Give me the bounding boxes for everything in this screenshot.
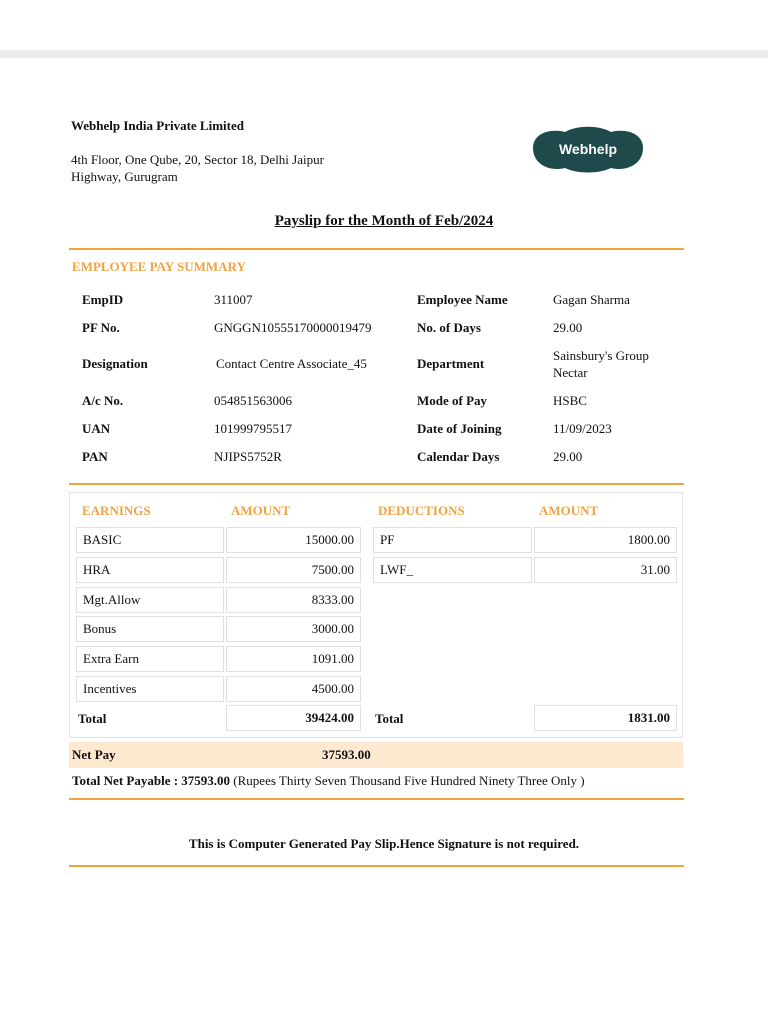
earnings-row-name: Incentives [76,676,224,702]
value-employee-name: Gagan Sharma [553,292,630,307]
top-divider-bar [0,50,768,58]
deductions-heading: DEDUCTIONS [378,503,465,518]
value-pf-no: GNGGN10555170000019479 [214,320,372,335]
value-empid: 311007 [214,292,253,307]
divider-net-pay [69,798,684,800]
net-pay-value: 37593.00 [322,747,371,762]
deductions-total-label: Total [375,711,404,726]
earnings-row-amount: 1091.00 [226,646,361,672]
earnings-row-name: Extra Earn [76,646,224,672]
label-account-no: A/c No. [82,393,124,408]
earnings-row-name: Mgt.Allow [76,587,224,613]
address-line-1: 4th Floor, One Qube, 20, Sector 18, Delhi Jaipur [71,152,324,167]
logo-text: Webhelp [558,141,618,157]
label-department: Department [417,356,485,371]
webhelp-logo [529,126,646,174]
earnings-total-label: Total [78,711,107,726]
earnings-heading: EARNINGS [82,503,151,518]
net-pay-bar [69,742,683,768]
value-department [553,347,649,381]
label-empid: EmpID [82,292,124,307]
payslip-title: Payslip for the Month of Feb/2024 [274,213,494,229]
deductions-row-amount: 1800.00 [534,527,677,553]
earnings-row-amount: 3000.00 [226,616,361,642]
divider-footer [69,865,684,867]
earnings-row-name: BASIC [76,527,224,553]
company-address [71,151,371,185]
deductions-row-name: LWF_ [373,557,532,583]
value-pan: NJIPS5752R [214,449,282,464]
label-pan: PAN [82,449,108,464]
value-mode-of-pay: HSBC [553,393,587,408]
label-calendar-days: Calendar Days [417,449,500,464]
value-date-of-joining: 11/09/2023 [553,421,612,436]
earnings-row-amount: 15000.00 [226,527,361,553]
label-uan: UAN [82,421,111,436]
divider-title [69,248,684,250]
value-account-no: 054851563006 [214,393,292,408]
value-no-of-days: 29.00 [553,320,583,335]
computer-generated-note: This is Computer Generated Pay Slip.Hence Signature is not required. [188,836,580,851]
label-pf-no: PF No. [82,320,120,335]
earnings-row-amount: 8333.00 [226,587,361,613]
total-net-payable-label: Total Net Payable : 37593.00 [72,773,231,788]
total-net-payable-words: (Rupees Thirty Seven Thousand Five Hundred Ninety Three Only ) [233,773,585,788]
deductions-total-value: 1831.00 [534,705,677,731]
label-mode-of-pay: Mode of Pay [417,393,488,408]
value-designation: Contact Centre Associate_45 [216,356,367,371]
deductions-row-name: PF [373,527,532,553]
net-pay-label: Net Pay [72,747,116,762]
earnings-row-amount: 4500.00 [226,676,361,702]
label-designation: Designation [82,356,148,371]
label-employee-name: Employee Name [417,292,508,307]
value-department-line-1: Sainsbury's Group [553,348,649,363]
section-heading-employee-pay-summary: EMPLOYEE PAY SUMMARY [72,259,246,274]
deductions-amount-heading: AMOUNT [539,503,599,518]
address-line-2: Highway, Gurugram [71,169,178,184]
earnings-amount-heading: AMOUNT [231,503,291,518]
earnings-row-name: HRA [76,557,224,583]
company-name: Webhelp India Private Limited [71,118,244,133]
value-uan: 101999795517 [214,421,292,436]
deductions-row-amount: 31.00 [534,557,677,583]
value-calendar-days: 29.00 [553,449,583,464]
total-net-payable [72,773,585,789]
divider-summary [69,483,684,485]
value-department-line-2: Nectar [553,365,588,380]
earnings-row-amount: 7500.00 [226,557,361,583]
label-no-of-days: No. of Days [417,320,481,335]
earnings-row-name: Bonus [76,616,224,642]
earnings-total-value: 39424.00 [226,705,361,731]
label-date-of-joining: Date of Joining [417,421,502,436]
